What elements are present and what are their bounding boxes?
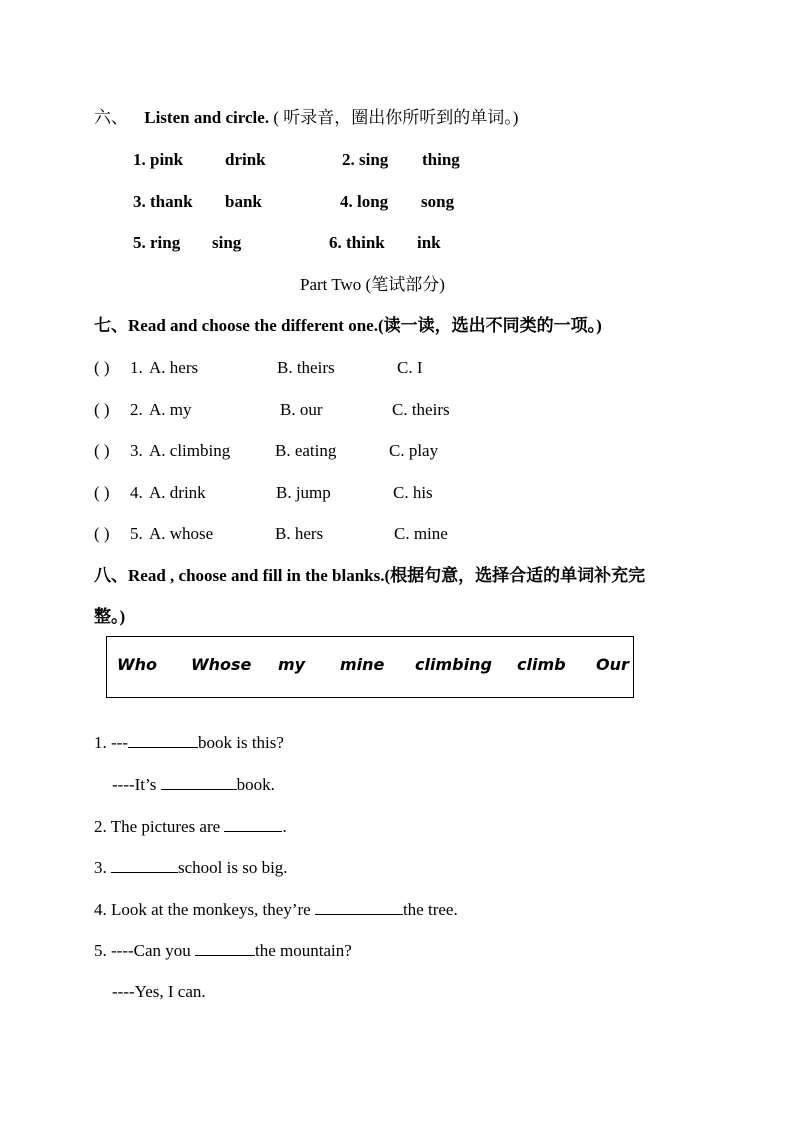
section8-heading [94, 566, 645, 586]
item-3-num: 3. [130, 441, 143, 460]
q5-blank[interactable] [195, 940, 255, 956]
word-bank-item: Our [596, 655, 629, 674]
q3-blank[interactable] [111, 857, 178, 873]
item-3-b: B. eating [275, 441, 337, 460]
section8-instruction-1: (根据句意，选择合适的单词补充完 [384, 566, 646, 585]
q5-suffix: the mountain? [255, 941, 352, 960]
pair-5-label: 5. ring [133, 233, 181, 252]
pair-2-word: thing [422, 150, 460, 169]
item-2-a: A. my [149, 400, 192, 419]
q3-suffix: school is so big. [178, 858, 288, 877]
answer-paren-2: ( ) [94, 400, 110, 419]
word-bank-item: mine [340, 655, 385, 674]
q3-prefix: 3. [94, 858, 111, 877]
q1b-suffix: book. [236, 775, 275, 794]
section6-instruction: ( 听录音，圈出你所听到的单词。) [273, 108, 519, 127]
item-5-b: B. hers [275, 524, 324, 543]
item-3-a: A. climbing [149, 441, 231, 460]
question-4 [94, 899, 458, 920]
pair-1-label: 1. pink [133, 150, 184, 169]
word-bank-item: my [278, 655, 306, 674]
section7-instruction: (读一读，选出不同类的一项。) [377, 316, 602, 335]
pair-4-word: song [421, 192, 455, 211]
q2-suffix: . [282, 817, 287, 836]
section8-instruction-2: 整。) [94, 607, 126, 626]
answer-paren-5: ( ) [94, 524, 110, 543]
word-bank-item: climbing [415, 655, 492, 674]
question-5 [94, 940, 352, 961]
item-4-a: A. drink [149, 483, 206, 502]
item-2-num: 2. [130, 400, 143, 419]
pair-1-word: drink [225, 150, 266, 169]
pair-2-label: 2. sing [342, 150, 389, 169]
section6-number: 六、 [94, 108, 128, 127]
answer-paren-4: ( ) [94, 483, 110, 502]
item-5-c: C. mine [394, 524, 448, 543]
word-bank-item: Whose [191, 655, 252, 674]
q1a-blank[interactable] [128, 732, 198, 748]
item-4-b: B. jump [276, 483, 331, 502]
q1b-prefix: ----It’s [112, 775, 161, 794]
question-3 [94, 857, 288, 878]
section8-title: 八、Read , choose and fill in the blanks. [94, 566, 385, 585]
question-1b [112, 774, 275, 795]
section7-heading [94, 316, 602, 336]
pair-3-word: bank [225, 192, 262, 211]
q2-blank[interactable] [224, 816, 282, 832]
pair-5-word: sing [212, 233, 242, 252]
part-two-heading: Part Two (笔试部分) [300, 275, 445, 294]
question-5-answer: ----Yes, I can. [112, 982, 206, 1001]
question-2 [94, 816, 287, 837]
q4-blank[interactable] [315, 899, 403, 915]
pair-3-label: 3. thank [133, 192, 193, 211]
q1a-suffix: book is this? [197, 733, 284, 752]
q4-suffix: the tree. [402, 900, 458, 919]
q5-prefix: 5. ----Can you [94, 941, 196, 960]
item-4-c: C. his [393, 483, 433, 502]
item-1-b: B. theirs [277, 358, 335, 377]
q1b-blank[interactable] [161, 774, 237, 790]
word-bank-box [106, 636, 634, 698]
item-2-c: C. theirs [392, 400, 450, 419]
question-1a [94, 732, 284, 753]
item-4-num: 4. [130, 483, 143, 502]
word-bank-item: climb [517, 655, 566, 674]
section6-heading [94, 108, 518, 128]
q2-prefix: 2. The pictures are [94, 817, 225, 836]
item-1-c: C. I [397, 358, 423, 377]
item-5-num: 5. [130, 524, 143, 543]
pair-6-label: 6. think [329, 233, 385, 252]
item-3-c: C. play [389, 441, 439, 460]
pair-6-word: ink [417, 233, 441, 252]
section6-title: Listen and circle. [144, 108, 270, 127]
q4-prefix: 4. Look at the monkeys, they’re [94, 900, 315, 919]
pair-4-label: 4. long [340, 192, 389, 211]
item-1-num: 1. [130, 358, 143, 377]
word-bank-item: Who [117, 655, 158, 674]
item-2-b: B. our [280, 400, 323, 419]
item-5-a: A. whose [149, 524, 214, 543]
q1a-prefix: 1. --- [94, 733, 128, 752]
answer-paren-1: ( ) [94, 358, 110, 377]
item-1-a: A. hers [149, 358, 199, 377]
answer-paren-3: ( ) [94, 441, 110, 460]
section7-title: 七、Read and choose the different one. [94, 316, 378, 335]
